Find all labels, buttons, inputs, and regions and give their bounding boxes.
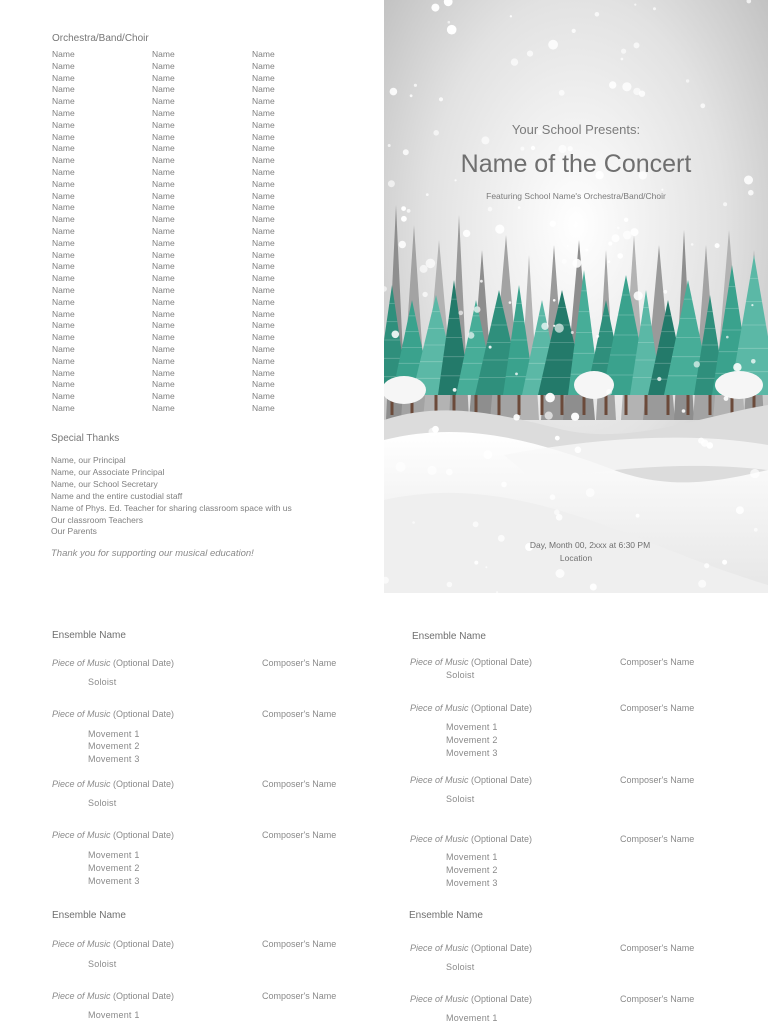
roster-name: Name	[152, 155, 175, 166]
roster-name: Name	[52, 343, 75, 354]
roster-row	[52, 96, 352, 108]
roster-name: Name	[152, 367, 175, 378]
movement: Movement 2	[88, 741, 140, 751]
roster-name: Name	[152, 402, 175, 413]
roster-row	[52, 120, 352, 132]
roster-name: Name	[252, 202, 275, 213]
roster-name: Name	[52, 119, 75, 130]
roster-name: Name	[252, 72, 275, 83]
roster-name: Name	[52, 60, 75, 71]
event-date: Day, Month 00, 2xxx at 6:30 PM	[529, 540, 651, 550]
concert-title: Name of the Concert	[460, 150, 692, 178]
roster-name: Name	[52, 166, 75, 177]
piece-of-music: Piece of Music (Optional Date)	[410, 703, 533, 713]
soloist: Soloist	[88, 677, 117, 687]
roster-row	[52, 356, 352, 368]
roster-name: Name	[152, 391, 175, 402]
roster-name: Name	[252, 225, 275, 236]
roster-name: Name	[252, 367, 275, 378]
roster-name: Name	[52, 96, 75, 107]
piece-of-music: Piece of Music (Optional Date)	[52, 830, 175, 840]
roster-name: Name	[252, 84, 275, 95]
special-thanks-list	[51, 455, 292, 538]
roster-row	[52, 226, 352, 238]
roster-name: Name	[152, 107, 175, 118]
roster-row	[52, 143, 352, 155]
roster-name: Name	[152, 320, 175, 331]
roster-name: Name	[52, 320, 75, 331]
roster-row	[52, 179, 352, 191]
composer-name: Composer's Name	[620, 834, 695, 844]
roster-name: Name	[52, 402, 75, 413]
roster-name: Name	[52, 107, 75, 118]
roster-row	[52, 368, 352, 380]
roster-row	[52, 73, 352, 85]
roster-name: Name	[52, 308, 75, 319]
composer-name: Composer's Name	[262, 658, 337, 668]
movement: Movement 2	[88, 863, 140, 873]
presents-line: Your School Presents:	[511, 122, 641, 137]
roster-row	[52, 238, 352, 250]
roster-name: Name	[52, 379, 75, 390]
roster-name: Name	[152, 284, 175, 295]
composer-name: Composer's Name	[262, 830, 337, 840]
roster-table	[52, 49, 352, 415]
roster-name: Name	[252, 308, 275, 319]
piece-of-music: Piece of Music (Optional Date)	[52, 658, 175, 668]
movement: Movement 3	[88, 754, 140, 764]
soloist: Soloist	[88, 959, 117, 969]
roster-name: Name	[52, 332, 75, 343]
piece-of-music: Piece of Music (Optional Date)	[52, 779, 175, 789]
roster-heading: Orchestra/Band/Choir	[52, 33, 149, 44]
roster-name: Name	[52, 143, 75, 154]
roster-name: Name	[52, 261, 75, 272]
roster-name: Name	[152, 119, 175, 130]
roster-name: Name	[252, 391, 275, 402]
soloist: Soloist	[446, 794, 475, 804]
roster-name: Name	[252, 60, 275, 71]
roster-row	[52, 297, 352, 309]
thanks-line: Name, our Principal	[51, 455, 126, 465]
movement: Movement 2	[446, 735, 498, 745]
composer-name: Composer's Name	[620, 775, 695, 785]
roster-name: Name	[52, 225, 75, 236]
roster-name: Name	[252, 249, 275, 260]
movement: Movement 3	[446, 748, 498, 758]
roster-row	[52, 84, 352, 96]
movement: Movement 1	[446, 852, 498, 862]
piece-of-music: Piece of Music (Optional Date)	[410, 994, 533, 1004]
soloist: Soloist	[446, 962, 475, 972]
roster-name: Name	[152, 225, 175, 236]
roster-row	[52, 250, 352, 262]
composer-name: Composer's Name	[620, 994, 695, 1004]
roster-name: Name	[252, 107, 275, 118]
roster-name: Name	[252, 155, 275, 166]
roster-name: Name	[52, 249, 75, 260]
roster-name: Name	[152, 214, 175, 225]
roster-name: Name	[152, 343, 175, 354]
roster-name: Name	[252, 131, 275, 142]
roster-row	[52, 167, 352, 179]
thanks-line: Name of Phys. Ed. Teacher for sharing classroom space with us	[51, 502, 292, 513]
ensemble-name: Ensemble Name	[52, 630, 126, 641]
roster-name: Name	[52, 49, 75, 59]
roster-name: Name	[252, 320, 275, 331]
roster-name: Name	[252, 296, 275, 307]
composer-name: Composer's Name	[620, 943, 695, 953]
soloist: Soloist	[88, 798, 117, 808]
roster-name: Name	[152, 261, 175, 272]
roster-row	[52, 191, 352, 203]
roster-name: Name	[52, 284, 75, 295]
roster-name: Name	[252, 166, 275, 177]
roster-name: Name	[252, 190, 275, 201]
piece-of-music: Piece of Music (Optional Date)	[52, 709, 175, 719]
composer-name: Composer's Name	[262, 939, 337, 949]
soloist: Soloist	[446, 670, 475, 680]
ensemble-name: Ensemble Name	[412, 631, 486, 642]
roster-name: Name	[252, 343, 275, 354]
roster-row	[52, 214, 352, 226]
roster-row	[52, 49, 352, 61]
roster-name: Name	[252, 379, 275, 390]
composer-name: Composer's Name	[620, 703, 695, 713]
ensemble-name: Ensemble Name	[52, 910, 126, 921]
roster-name: Name	[252, 402, 275, 413]
roster-name: Name	[152, 190, 175, 201]
roster-name: Name	[52, 131, 75, 142]
movement: Movement 1	[88, 1010, 140, 1020]
roster-row	[52, 273, 352, 285]
roster-name: Name	[152, 273, 175, 284]
cover-panel	[384, 0, 768, 593]
roster-row	[52, 285, 352, 297]
roster-row	[52, 132, 352, 144]
roster-name: Name	[252, 261, 275, 272]
roster-name: Name	[152, 72, 175, 83]
roster-name: Name	[152, 355, 175, 366]
roster-row	[52, 108, 352, 120]
roster-name: Name	[52, 391, 75, 402]
roster-name: Name	[52, 237, 75, 248]
roster-row	[52, 261, 352, 273]
roster-row	[52, 320, 352, 332]
roster-row	[52, 61, 352, 73]
roster-name: Name	[252, 119, 275, 130]
piece-of-music: Piece of Music (Optional Date)	[410, 775, 533, 785]
roster-row	[52, 403, 352, 415]
roster-name: Name	[152, 49, 175, 59]
roster-row	[52, 344, 352, 356]
ensemble-name: Ensemble Name	[409, 910, 483, 921]
roster-name: Name	[52, 355, 75, 366]
winter-scene-illustration	[384, 0, 768, 593]
roster-name: Name	[152, 84, 175, 95]
roster-name: Name	[52, 155, 75, 166]
roster-name: Name	[52, 190, 75, 201]
special-thanks-heading: Special Thanks	[51, 433, 120, 444]
roster-name: Name	[152, 131, 175, 142]
movement: Movement 1	[446, 722, 498, 732]
roster-row	[52, 391, 352, 403]
roster-name: Name	[52, 273, 75, 284]
roster-name: Name	[252, 178, 275, 189]
movement: Movement 3	[88, 876, 140, 886]
thanks-line: Name, our Associate Principal	[51, 466, 165, 477]
roster-name: Name	[152, 178, 175, 189]
composer-name: Composer's Name	[262, 709, 337, 719]
movement: Movement 2	[446, 865, 498, 875]
roster-name: Name	[152, 379, 175, 390]
roster-name: Name	[252, 273, 275, 284]
roster-name: Name	[152, 296, 175, 307]
roster-row	[52, 332, 352, 344]
roster-name: Name	[52, 178, 75, 189]
thanks-line: Our Parents	[51, 526, 97, 537]
roster-name: Name	[252, 332, 275, 343]
piece-of-music: Piece of Music (Optional Date)	[52, 939, 175, 949]
movement: Movement 1	[88, 729, 140, 739]
roster-row	[52, 202, 352, 214]
roster-name: Name	[152, 308, 175, 319]
roster-name: Name	[252, 214, 275, 225]
roster-name: Name	[252, 237, 275, 248]
featuring-line: Featuring School Name's Orchestra/Band/Choir	[486, 191, 666, 201]
roster-name: Name	[52, 296, 75, 307]
roster-row	[52, 379, 352, 391]
roster-name: Name	[152, 332, 175, 343]
piece-of-music: Piece of Music (Optional Date)	[410, 834, 533, 844]
roster-name: Name	[252, 49, 275, 59]
roster-row	[52, 155, 352, 167]
roster-name: Name	[252, 96, 275, 107]
roster-name: Name	[152, 249, 175, 260]
roster-name: Name	[52, 367, 75, 378]
thanks-line: Name and the entire custodial staff	[51, 490, 183, 501]
movement: Movement 1	[88, 850, 140, 860]
event-location: Location	[559, 553, 593, 563]
roster-name: Name	[252, 284, 275, 295]
thanks-line: Name, our School Secretary	[51, 478, 158, 489]
roster-name: Name	[252, 355, 275, 366]
roster-name: Name	[152, 202, 175, 213]
roster-name: Name	[152, 237, 175, 248]
roster-name: Name	[52, 84, 75, 95]
roster-name: Name	[152, 96, 175, 107]
roster-name: Name	[252, 143, 275, 154]
piece-of-music: Piece of Music (Optional Date)	[410, 657, 533, 667]
roster-name: Name	[52, 202, 75, 213]
composer-name: Composer's Name	[620, 657, 695, 667]
roster-name: Name	[52, 72, 75, 83]
roster-row	[52, 309, 352, 321]
roster-name: Name	[52, 214, 75, 225]
piece-of-music: Piece of Music (Optional Date)	[52, 991, 175, 1001]
composer-name: Composer's Name	[262, 779, 337, 789]
thanks-closing: Thank you for supporting our musical education!	[51, 548, 254, 559]
thanks-line: Our classroom Teachers	[51, 514, 143, 525]
roster-name: Name	[152, 143, 175, 154]
movement: Movement 1	[446, 1013, 498, 1023]
movement: Movement 3	[446, 878, 498, 888]
piece-of-music: Piece of Music (Optional Date)	[410, 943, 533, 953]
composer-name: Composer's Name	[262, 991, 337, 1001]
roster-name: Name	[152, 60, 175, 71]
roster-name: Name	[152, 166, 175, 177]
